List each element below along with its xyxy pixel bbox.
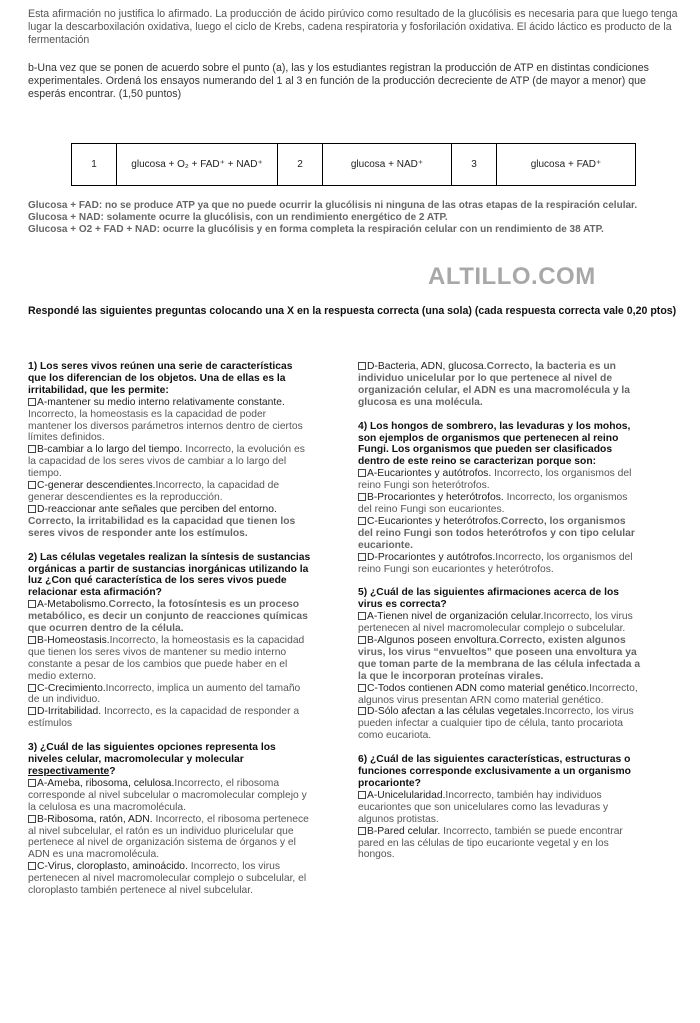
- answer-line: Glucosa + NAD: solamente ocurre la glucólisis, con un rendimiento energético de 2 ATP.: [28, 212, 448, 223]
- option-label: A-Tienen nivel de organización celular.: [367, 611, 544, 623]
- option-feedback: Incorrecto, el ribosoma pertenece al nivel subcelular, el ratón es un individuo pluricelular que pertenece al nivel de organización sistema de órganos y el ADN es una macromolécula.: [28, 813, 309, 861]
- answer-option: [28, 683, 311, 707]
- option-label: C-Crecimiento.: [37, 682, 106, 694]
- instructions-text: Respondé las siguientes preguntas colocando una X en la respuesta correcta (una sola) (cada respuesta correcta vale 0,20 ptos): [28, 305, 677, 317]
- option-label: B-Procariontes y heterótrofos.: [367, 492, 504, 504]
- question: [358, 361, 641, 409]
- left-column: [28, 361, 311, 909]
- answer-option: [28, 814, 311, 862]
- question-title: 5) ¿Cuál de las siguientes afirmaciones acerca de los virus es correcta?: [358, 587, 619, 611]
- option-feedback: Incorrecto, la evolución es la capacidad de los seres vivos de cambiar a lo largo del tiempo.: [28, 444, 305, 480]
- assay-number: 2: [278, 144, 323, 186]
- option-label: D-Sólo afectan a las células vegetales.: [367, 706, 545, 718]
- question-title-text: ?: [109, 766, 116, 777]
- answer-option: [28, 444, 311, 480]
- option-label: C-Virus, cloroplasto, aminoácido.: [37, 861, 188, 873]
- checkbox[interactable]: [358, 469, 366, 477]
- question-title: [28, 742, 311, 778]
- answer-option: [28, 599, 311, 635]
- answer-option: [28, 635, 311, 683]
- question-title: 6) ¿Cuál de las siguientes características, estructuras o funciones corresponde exclusivamente a un organismo procarionte?: [358, 754, 631, 789]
- intro-paragraph: Esta afirmación no justifica lo afirmado. La producción de ácido pirúvico como resultado de la glucólisis es necesaria para que luego tenga lugar la descarboxilación oxidativa, luego el ciclo de Krebs, cadena respiratoria y fosforilación oxidativa. El ácido láctico es producto de la fermentación: [28, 8, 678, 46]
- right-column: [358, 361, 641, 873]
- answer-option: [358, 492, 641, 516]
- option-feedback: Incorrecto, también se puede encontrar pared en las células de tipo eucarionte vegetal y en los hongos.: [358, 825, 623, 861]
- answer-line: Glucosa + O2 + FAD + NAD: ocurre la glucólisis y en forma completa la respiración celular con un rendimiento de 38 ATP.: [28, 224, 604, 235]
- option-feedback: Incorrecto, la homeostasis es la capacidad de poder mantener los diversos parámetros internos dentro de ciertos límites definidos.: [28, 408, 303, 444]
- checkbox[interactable]: [358, 636, 366, 644]
- answer-option: [358, 611, 641, 635]
- checkbox[interactable]: [28, 707, 36, 715]
- question-title-emphasis: respectivamente: [28, 766, 110, 777]
- option-feedback: Incorrecto, implica un aumento del tamaño de un individuo.: [28, 682, 301, 706]
- option-label: A-Unicelularidad.: [367, 789, 446, 801]
- answer-option: [358, 706, 641, 742]
- question-title: 4) Los hongos de sombrero, las levaduras y los mohos, son ejemplos de organismos que pertenecen al reino Fungi. Los organismos que pueden ser clasificados dentro de este reino se caracterizan porque son:: [358, 420, 631, 468]
- checkbox[interactable]: [28, 779, 36, 787]
- option-label: C-Eucariontes y heterótrofos.: [367, 515, 501, 527]
- option-feedback: Incorrecto, los virus pertenecen al nivel macromolecular complejo o subcelular.: [358, 611, 633, 635]
- assay-number: 1: [72, 144, 117, 186]
- question: [28, 361, 311, 540]
- checkbox[interactable]: [28, 815, 36, 823]
- option-feedback: Incorrecto, algunos virus presentan ARN como material genético.: [358, 682, 638, 706]
- option-feedback: Incorrecto, los organismos del reino Fungi son heterótrofos.: [358, 468, 632, 492]
- option-feedback: Incorrecto, los organismos del reino Fungi son eucariontes y heterótrofos.: [358, 551, 633, 575]
- question: [358, 754, 641, 861]
- checkbox[interactable]: [28, 684, 36, 692]
- assay-number: 3: [452, 144, 497, 186]
- answer-option: [358, 790, 641, 826]
- option-label: C-generar descendientes.: [37, 480, 156, 492]
- checkbox[interactable]: [358, 493, 366, 501]
- checkbox[interactable]: [28, 445, 36, 453]
- checkbox[interactable]: [358, 553, 366, 561]
- option-feedback: Incorrecto, el ribosoma corresponde al nivel subcelular o macromolecular complejo y la celulosa es una macromolécula.: [28, 777, 307, 813]
- checkbox[interactable]: [358, 684, 366, 692]
- answer-option: [358, 516, 641, 552]
- option-feedback: Incorrecto, los organismos del reino Fungi son eucariontes.: [358, 492, 628, 515]
- answer-option: [28, 861, 311, 897]
- option-label: B-Ribosoma, ratón, ADN.: [37, 813, 153, 825]
- checkbox[interactable]: [358, 707, 366, 715]
- assay-condition: glucosa + FAD⁺: [497, 144, 636, 186]
- option-feedback: Incorrecto, los virus pueden infectar a cualquier tipo de célula, tanto procariota como eucariota.: [358, 706, 634, 742]
- option-feedback: Incorrecto, los virus pertenecen al nivel macromolecular complejo o subcelular, el cloroplasto también pertenece al nivel subcelular.: [28, 861, 307, 897]
- checkbox[interactable]: [358, 827, 366, 835]
- option-label: A-Eucariontes y autótrofos.: [367, 468, 492, 480]
- option-feedback: Correcto, la fotosíntesis es un proceso metabólico, es decir un conjunto de reacciones químicas que ocurren dentro de la célula.: [28, 599, 308, 635]
- answer-option: [28, 706, 311, 730]
- assay-condition: glucosa + O₂ + FAD⁺ + NAD⁺: [117, 144, 278, 186]
- option-feedback: Correcto, existen algunos virus, los virus “envueltos” que poseen una envoltura ya que toman parte de la membrana de las célula infectada a la que le incorporan proteínas virales.: [358, 635, 641, 682]
- option-label: D-Bacteria, ADN, glucosa.: [367, 361, 487, 372]
- option-feedback: Incorrecto, es la capacidad de responder a estímulos: [28, 706, 300, 730]
- option-label: B-cambiar a lo largo del tiempo.: [37, 444, 183, 456]
- checkbox[interactable]: [28, 600, 36, 608]
- answer-option: [28, 397, 311, 445]
- answer-option: [28, 778, 311, 814]
- checkbox[interactable]: [28, 398, 36, 406]
- checkbox[interactable]: [28, 862, 36, 870]
- question: [28, 552, 311, 731]
- option-feedback: Correcto, los organismos del reino Fungi son todos heterótrofos y con tipo celular eucarionte.: [358, 515, 635, 551]
- option-label: B-Homeostasis.: [37, 634, 110, 646]
- assay-condition: glucosa + NAD⁺: [323, 144, 452, 186]
- assay-table: [71, 143, 636, 186]
- checkbox[interactable]: [358, 791, 366, 799]
- checkbox[interactable]: [28, 481, 36, 489]
- question-title: 1) Los seres vivos reúnen una serie de características que los diferencian de los objetos. Una de ellas es la irritabilidad, que les permite:: [28, 361, 293, 396]
- answer-option: [358, 826, 641, 862]
- question: [28, 742, 311, 897]
- option-label: D-Irritabilidad.: [37, 706, 102, 718]
- answer-option: [358, 361, 641, 409]
- answer-option: [28, 480, 311, 504]
- option-feedback: Correcto, la bacteria es un individuo unicelular por lo que pertenece al nivel de organización celular, el ADN es una macromolécula y la glucosa es una molécula.: [358, 361, 631, 408]
- question: [358, 421, 641, 576]
- answer-option: [28, 504, 311, 540]
- question-b-text: b-Una vez que se ponen de acuerdo sobre el punto (a), las y los estudiantes registran la producción de ATP en distintas condiciones experimentales. Ordená los ensayos numerando del 1 al 3 en función de la producción decreciente de ATP (de mayor a menor) que esperás encontrar. (1,50 puntos): [28, 62, 649, 100]
- option-label: B-Algunos poseen envoltura.: [367, 635, 500, 647]
- option-label: A-Metabolismo.: [37, 599, 109, 611]
- option-label: A-mantener su medio interno relativamente constante.: [37, 396, 285, 408]
- option-label: D-reaccionar ante señales que perciben del entorno.: [37, 503, 277, 515]
- option-feedback: Incorrecto, la capacidad de generar descendientes es la reproducción.: [28, 480, 280, 503]
- checkbox[interactable]: [358, 362, 366, 370]
- option-label: C-Todos contienen ADN como material genético.: [367, 682, 590, 694]
- option-label: A-Ameba, ribosoma, celulosa.: [37, 777, 175, 789]
- checkbox[interactable]: [358, 612, 366, 620]
- option-label: B-Pared celular.: [367, 825, 441, 837]
- answer-option: [358, 635, 641, 683]
- answer-option: [358, 468, 641, 492]
- checkbox[interactable]: [28, 505, 36, 513]
- option-feedback: Correcto, la irritabilidad es la capacidad que tienen los seres vivos de responder ante los estímulos.: [28, 515, 296, 539]
- question: [358, 587, 641, 742]
- option-feedback: Incorrecto, también hay individuos eucariontes que son unicelulares como las levaduras y algunos protistas.: [358, 789, 609, 825]
- checkbox[interactable]: [358, 517, 366, 525]
- option-feedback: Incorrecto, la homeostasis es la capacidad que tienen los seres vivos de mantener su medio interno constante a pesar de los cambios que puede haber en el medio externo.: [28, 634, 305, 682]
- answer-block: [28, 200, 668, 236]
- question-title: 2) Las células vegetales realizan la síntesis de sustancias orgánicas a partir de sustancias inorgánicas utilizando la luz ¿Con qué característica de los seres vivos puede relacionar esta afirmación?: [28, 551, 311, 599]
- answer-line: Glucosa + FAD: no se produce ATP ya que no puede ocurrir la glucólisis ni ninguna de las otras etapas de la respiración celular.: [28, 200, 638, 211]
- option-label: D-Procariontes y autótrofos.: [367, 551, 496, 563]
- watermark-logo: ALTILLO.COM: [428, 263, 596, 290]
- answer-option: [358, 552, 641, 576]
- checkbox[interactable]: [28, 636, 36, 644]
- answer-option: [358, 683, 641, 707]
- question-title-text: 3) ¿Cuál de las siguientes opciones representa los niveles celular, macromolecular y molecular: [28, 742, 276, 766]
